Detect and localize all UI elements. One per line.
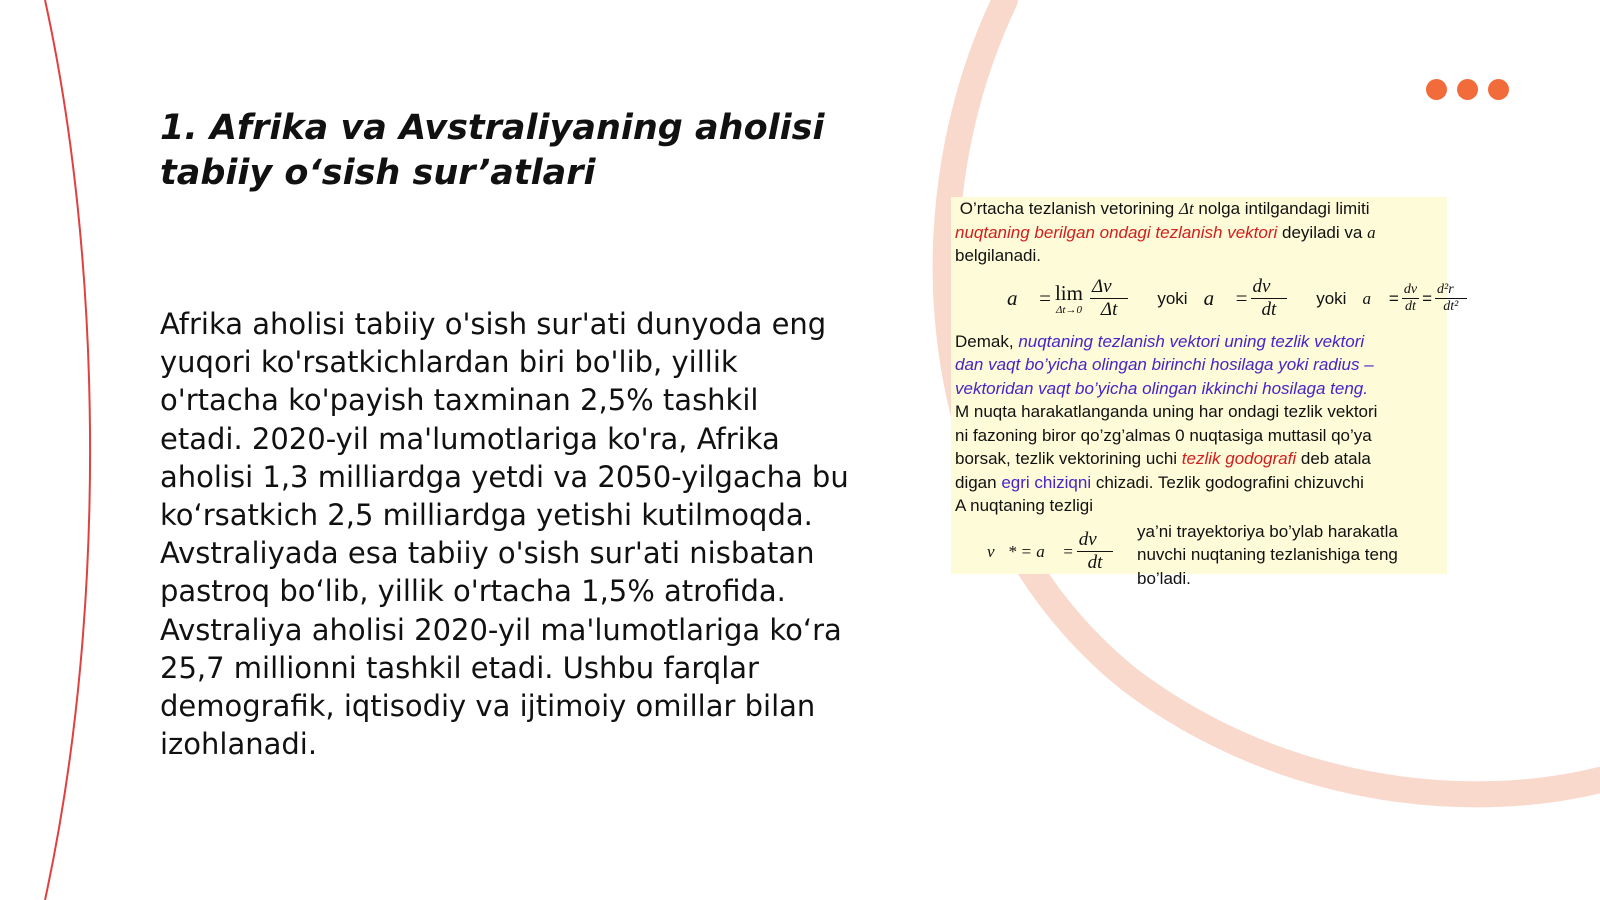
velocity-formula-row [955,520,1439,591]
image-line: nuqtaning berilgan ondagi tezlanish vektori deyiladi va a⃗ [955,222,1389,242]
image-line: borsak, tezlik vektorining uchi tezlik godografi deb atala [955,449,1371,468]
image-line: digan egri chiziqni chizadi. Tezlik godografini chizuvchi [955,472,1364,492]
velocity-explanation: ya’ni trayektoriya bo’ylab harakatla nuvchi nuqtaning tezlanishiga teng bo’ladi. [1137,521,1398,588]
acceleration-formula: a⃗ = lim Δt→0 $\frac{\Delta v⃗}{\Delta t}$ yoki a⃗ = $\frac{dv⃗}{dt}$ yoki a⃗ = $\frac{dv}{dt}$ = $\frac{\text{d²r⃗}}{\text{dt²}}$ [1007,276,1465,320]
velocity-formula: v⃗* = a⃗ = $\frac{dv⃗}{dt}$ [987,529,1112,573]
image-line: ni fazoning biror qo’zg’almas 0 nuqtasiga muttasil qo’ya [955,425,1372,445]
image-line: O’rtacha tezlanish vetorining Δt nolga intilgandagi limiti [959,199,1370,218]
menu-dots-icon [1426,79,1509,100]
image-line: M nuqta harakatlanganda uning har ondagi tezlik vektori [955,402,1378,421]
slide-title [160,106,860,196]
dot [1457,79,1478,100]
dot [1426,79,1447,100]
image-line: dan vaqt bo’yicha olingan birinchi hosilaga yoki radius – [955,355,1374,374]
physics-formula-image [951,197,1465,588]
title-line-2: tabiiy o‘sish sur’atlari [160,153,596,193]
image-line: Demak, nuqtaning tezlanish vektori uning tezlik vektori [955,331,1365,351]
image-line: A nuqtaning tezligi [955,496,1093,515]
body-paragraph: Afrika aholisi tabiiy o'sish sur'ati dunyoda eng yuqori ko'rsatkichlardan biri bo'lib, yillik o'rtacha ko'payish taxminan 2,5% tashkil etadi. 2020-yil ma'lumotlariga ko'ra, Afrika aholisi 1,3 milliardga yetdi va 2050-yilgacha bu ko‘rsatkich 2,5 milliardga yetishi kutilmoqda. Avstraliyada esa tabiiy o'sish sur'ati nisbatan pastroq bo‘lib, yillik o'rtacha 1,5% atrofida. Avstraliya aholisi 2020-yil ma'lumotlariga ko‘ra 25,7 millionni tashkil etadi. Ushbu farqlar demografik, iqtisodiy va ijtimoiy omillar bilan izohlanadi. [160,307,849,762]
image-line: vektoridan vaqt bo’yicha olingan ikkinchi hosilaga teng. [955,378,1368,398]
title-line-1: 1. Afrika va Avstraliyaning aholisi [160,108,825,148]
image-line: belgilanadi. [955,246,1042,265]
left-red-line [45,0,90,900]
dot [1488,79,1509,100]
